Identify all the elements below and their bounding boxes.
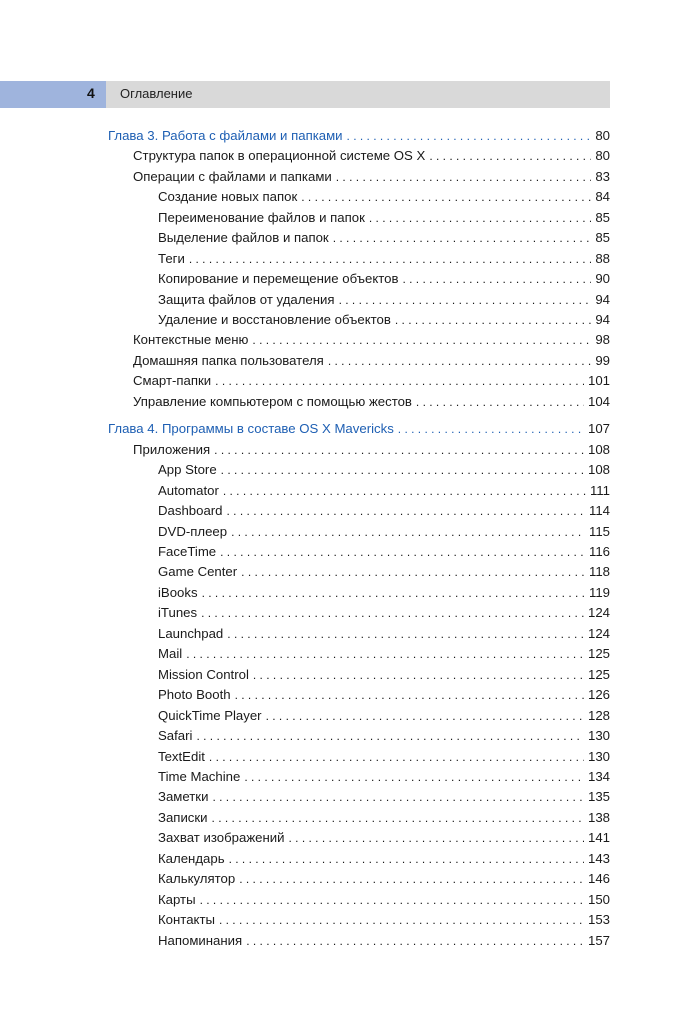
- toc-dot-leader: [215, 371, 584, 391]
- toc-entry[interactable]: [158, 290, 610, 310]
- toc-entry[interactable]: [133, 440, 610, 460]
- toc-dot-leader: [201, 603, 584, 623]
- toc-dot-leader: [220, 542, 585, 562]
- toc-entry-page: 85: [595, 230, 610, 245]
- toc-entry-page: 125: [587, 646, 610, 661]
- toc-entry[interactable]: [133, 167, 610, 187]
- toc-entry-label: Photo Booth: [158, 687, 231, 702]
- toc-dot-leader: [246, 931, 584, 951]
- toc-entry-page: 138: [587, 810, 610, 825]
- toc-entry-label: Создание новых папок: [158, 189, 298, 204]
- toc-entry[interactable]: [158, 787, 610, 807]
- toc-entry-label: Приложения: [133, 442, 211, 457]
- toc-entry[interactable]: [158, 187, 610, 207]
- toc-entry[interactable]: [158, 501, 610, 521]
- toc-entry[interactable]: [158, 562, 610, 582]
- toc-entry-page: 80: [595, 148, 610, 163]
- toc-entry[interactable]: [133, 351, 610, 371]
- toc-entry[interactable]: [158, 481, 610, 501]
- toc-entry-label: QuickTime Player: [158, 708, 262, 723]
- toc-dot-leader: [212, 808, 584, 828]
- toc-entry-label: Dashboard: [158, 503, 223, 518]
- toc-dot-leader: [339, 290, 592, 310]
- toc-entry[interactable]: [158, 603, 610, 623]
- page-number: 4: [87, 85, 95, 101]
- toc-entry-label: Удаление и восстановление объектов: [158, 312, 391, 327]
- toc-entry-label: Теги: [158, 251, 185, 266]
- toc-entry-page: 116: [588, 544, 610, 559]
- toc-entry[interactable]: [133, 392, 610, 412]
- toc-entry[interactable]: [158, 726, 610, 746]
- toc-entry-label: iBooks: [158, 585, 198, 600]
- toc-dot-leader: [221, 460, 584, 480]
- toc-dot-leader: [209, 747, 584, 767]
- toc-dot-leader: [231, 522, 585, 542]
- toc-dot-leader: [235, 685, 584, 705]
- toc-entry-page: 111: [589, 483, 610, 498]
- toc-dot-leader: [301, 187, 591, 207]
- toc-dot-leader: [196, 726, 584, 746]
- toc-dot-leader: [253, 665, 584, 685]
- toc-dot-leader: [402, 269, 591, 289]
- toc-entry-page: 80: [595, 128, 610, 143]
- toc-dot-leader: [398, 419, 584, 439]
- toc-entry-page: 150: [587, 892, 610, 907]
- toc-entry-page: 125: [587, 667, 610, 682]
- toc-entry[interactable]: [158, 849, 610, 869]
- toc-entry[interactable]: [158, 767, 610, 787]
- toc-dot-leader: [416, 392, 584, 412]
- toc-entry-page: 94: [595, 292, 610, 307]
- toc-entry[interactable]: [158, 685, 610, 705]
- toc-entry-label: Калькулятор: [158, 871, 236, 886]
- toc-dot-leader: [289, 828, 584, 848]
- toc-entry[interactable]: [158, 828, 610, 848]
- toc-entry-page: 146: [587, 871, 610, 886]
- toc-entry-page: 124: [587, 605, 610, 620]
- toc-entry-page: 108: [587, 442, 610, 457]
- toc-entry[interactable]: [133, 371, 610, 391]
- toc-entry[interactable]: [158, 522, 610, 542]
- toc-entry-label: Смарт-папки: [133, 373, 212, 388]
- toc-entry-label: Управление компьютером с помощью жестов: [133, 394, 412, 409]
- toc-entry-label: DVD-плеер: [158, 524, 228, 539]
- toc-entry-page: 130: [587, 728, 610, 743]
- toc-entry-label: Захват изображений: [158, 830, 285, 845]
- toc-entry[interactable]: [158, 890, 610, 910]
- toc-entry-page: 128: [587, 708, 610, 723]
- toc-entry-page: 153: [587, 912, 610, 927]
- toc-entry-label: Структура папок в операционной системе OS X: [133, 148, 426, 163]
- toc-entry-label: App Store: [158, 462, 217, 477]
- toc-entry-label: Launchpad: [158, 626, 224, 641]
- toc-dot-leader: [189, 249, 592, 269]
- toc-entry-page: 107: [587, 421, 610, 436]
- toc-entry-page: 94: [595, 312, 610, 327]
- toc-entry-label: Time Machine: [158, 769, 241, 784]
- toc-entry[interactable]: [158, 208, 610, 228]
- toc-entry[interactable]: [158, 665, 610, 685]
- toc-dot-leader: [244, 767, 584, 787]
- toc-entry[interactable]: [133, 330, 610, 350]
- toc-entry-page: 88: [595, 251, 610, 266]
- toc-dot-leader: [336, 167, 592, 187]
- toc-entry[interactable]: [158, 269, 610, 289]
- toc-entry-page: 99: [595, 353, 610, 368]
- toc-entry-page: 126: [587, 687, 610, 702]
- toc-entry-label: FaceTime: [158, 544, 217, 559]
- toc-entry-label: Game Center: [158, 564, 238, 579]
- toc-dot-leader: [200, 890, 584, 910]
- toc-entry[interactable]: [158, 228, 610, 248]
- toc-entry-page: 90: [595, 271, 610, 286]
- toc-entry-page: 85: [595, 210, 610, 225]
- toc-entry[interactable]: [158, 542, 610, 562]
- toc-entry-label: Контакты: [158, 912, 215, 927]
- toc-entry-label: Глава 4. Программы в составе OS X Mavericks: [108, 421, 394, 436]
- toc-dot-leader: [227, 501, 585, 521]
- toc-entry[interactable]: [158, 808, 610, 828]
- toc-dot-leader: [395, 310, 591, 330]
- toc-entry[interactable]: [158, 583, 610, 603]
- toc-entry-page: 114: [588, 503, 610, 518]
- toc-entry-page: 115: [588, 524, 610, 539]
- toc-entry-label: iTunes: [158, 605, 198, 620]
- toc-entry-label: Записки: [158, 810, 208, 825]
- toc-entry-page: 119: [588, 585, 610, 600]
- toc-dot-leader: [252, 330, 591, 350]
- toc-entry-page: 143: [587, 851, 610, 866]
- toc-dot-leader: [202, 583, 585, 603]
- toc-dot-leader: [429, 146, 591, 166]
- toc-dot-leader: [241, 562, 585, 582]
- toc-entry-page: 104: [587, 394, 610, 409]
- toc-dot-leader: [239, 869, 584, 889]
- toc-entry[interactable]: [158, 706, 610, 726]
- toc-dot-leader: [229, 849, 584, 869]
- toc-dot-leader: [219, 910, 584, 930]
- toc-entry-label: Календарь: [158, 851, 225, 866]
- toc-entry-label: Заметки: [158, 789, 209, 804]
- toc-entry[interactable]: [158, 249, 610, 269]
- toc-entry[interactable]: [158, 931, 610, 951]
- page-header: [0, 81, 610, 108]
- toc-dot-leader: [223, 481, 586, 501]
- toc-entry-label: Карты: [158, 892, 196, 907]
- toc-entry-label: Mission Control: [158, 667, 249, 682]
- toc-entry[interactable]: [133, 146, 610, 166]
- toc-entry-label: Домашняя папка пользователя: [133, 353, 324, 368]
- toc-dot-leader: [212, 787, 584, 807]
- running-title: Оглавление: [120, 86, 193, 101]
- toc-entry-page: 118: [588, 564, 610, 579]
- toc-entry-label: Контекстные меню: [133, 332, 249, 347]
- toc-entry[interactable]: [158, 624, 610, 644]
- toc-entry-page: 108: [587, 462, 610, 477]
- toc-entry-page: 130: [587, 749, 610, 764]
- toc-dot-leader: [227, 624, 584, 644]
- toc-entry[interactable]: [158, 747, 610, 767]
- toc-entry-page: 98: [595, 332, 610, 347]
- toc-chapter-entry[interactable]: [108, 419, 610, 439]
- toc-entry-label: Операции с файлами и папками: [133, 169, 332, 184]
- toc-entry[interactable]: [158, 460, 610, 480]
- toc-entry-label: Safari: [158, 728, 193, 743]
- toc-entry-label: Копирование и перемещение объектов: [158, 271, 399, 286]
- toc-entry[interactable]: [158, 910, 610, 930]
- toc-dot-leader: [266, 706, 584, 726]
- toc-entry-page: 134: [587, 769, 610, 784]
- toc-dot-leader: [333, 228, 592, 248]
- toc-entry[interactable]: [158, 869, 610, 889]
- toc-entry-label: Automator: [158, 483, 219, 498]
- toc-chapter-entry[interactable]: [108, 126, 610, 146]
- toc-entry-page: 124: [587, 626, 610, 641]
- toc-dot-leader: [328, 351, 592, 371]
- toc-entry-label: Глава 3. Работа с файлами и папками: [108, 128, 343, 143]
- toc-entry-label: TextEdit: [158, 749, 205, 764]
- toc-dot-leader: [214, 440, 584, 460]
- toc-entry-page: 101: [587, 373, 610, 388]
- toc-entry-label: Защита файлов от удаления: [158, 292, 335, 307]
- toc-entry[interactable]: [158, 644, 610, 664]
- toc-entry-page: 141: [587, 830, 610, 845]
- toc-entry-page: 135: [587, 789, 610, 804]
- toc-dot-leader: [186, 644, 584, 664]
- toc-dot-leader: [347, 126, 592, 146]
- toc-entry[interactable]: [158, 310, 610, 330]
- toc-entry-label: Выделение файлов и папок: [158, 230, 329, 245]
- toc-entry-label: Mail: [158, 646, 183, 661]
- toc-dot-leader: [369, 208, 591, 228]
- toc-entry-page: 83: [595, 169, 610, 184]
- toc-entry-label: Переименование файлов и папок: [158, 210, 365, 225]
- toc-entry-label: Напоминания: [158, 933, 243, 948]
- toc-entry-page: 84: [595, 189, 610, 204]
- toc-entry-page: 157: [587, 933, 610, 948]
